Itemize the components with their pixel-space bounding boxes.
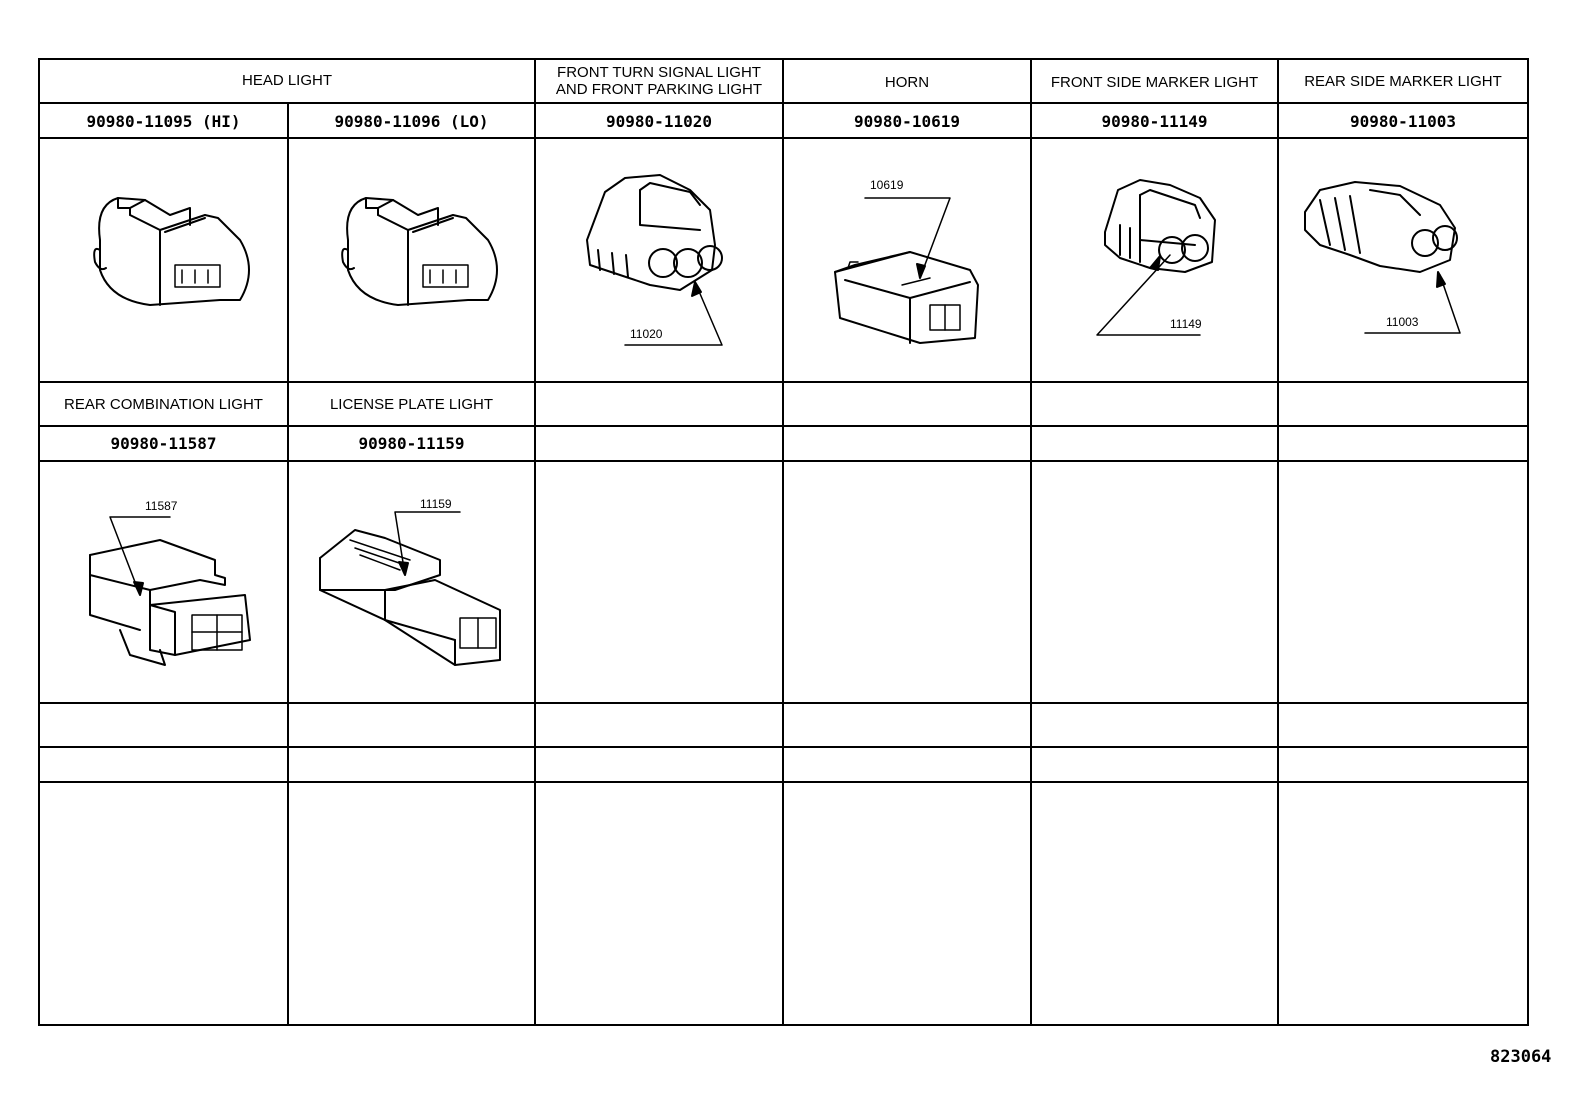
callout-horn: 10619 [870,178,904,192]
head-light-label: HEAD LIGHT [241,72,332,89]
callout-rear-combination: 11587 [145,499,178,513]
horn-label: HORN [884,74,930,91]
connector-head-hi-icon [94,198,249,305]
rear-side-marker-label: REAR SIDE MARKER LIGHT [1304,73,1502,90]
license-plate-label: LICENSE PLATE LIGHT [329,396,494,413]
front-turn-signal-label-line2: AND FRONT PARKING LIGHT [555,81,763,98]
connector-rear-combination-icon [90,517,250,665]
part-number-horn: 90980-10619 [854,112,960,131]
connector-rear-side-marker-icon [1305,182,1460,333]
rear-combination-label: REAR COMBINATION LIGHT [64,396,263,413]
connector-head-lo-icon [342,198,497,305]
part-number-front-side-marker: 90980-11149 [1101,112,1208,131]
front-side-marker-label: FRONT SIDE MARKER LIGHT [1050,74,1259,91]
callout-rear-side-marker: 11003 [1386,315,1419,329]
callout-license-plate: 11159 [420,497,452,511]
part-number-rear-side-marker: 90980-11003 [1350,112,1456,131]
part-number-rear-combination: 90980-11587 [110,434,217,453]
connector-license-plate-icon [320,512,500,665]
callout-front-side-marker: 11149 [1170,317,1202,331]
part-number-license-plate: 90980-11159 [358,434,465,453]
connector-front-side-marker-icon [1097,180,1215,335]
document-number: 823064 [1490,1047,1552,1067]
front-turn-signal-label-line1: FRONT TURN SIGNAL LIGHT [557,64,761,81]
connector-front-turn-icon [587,175,722,345]
part-number-head-hi: 90980-11095 (HI) [86,112,241,131]
callout-front-turn: 11020 [630,327,663,341]
part-number-head-lo: 90980-11096 (LO) [334,112,489,131]
connector-horn-icon [835,198,978,343]
part-number-front-turn: 90980-11020 [606,112,712,131]
